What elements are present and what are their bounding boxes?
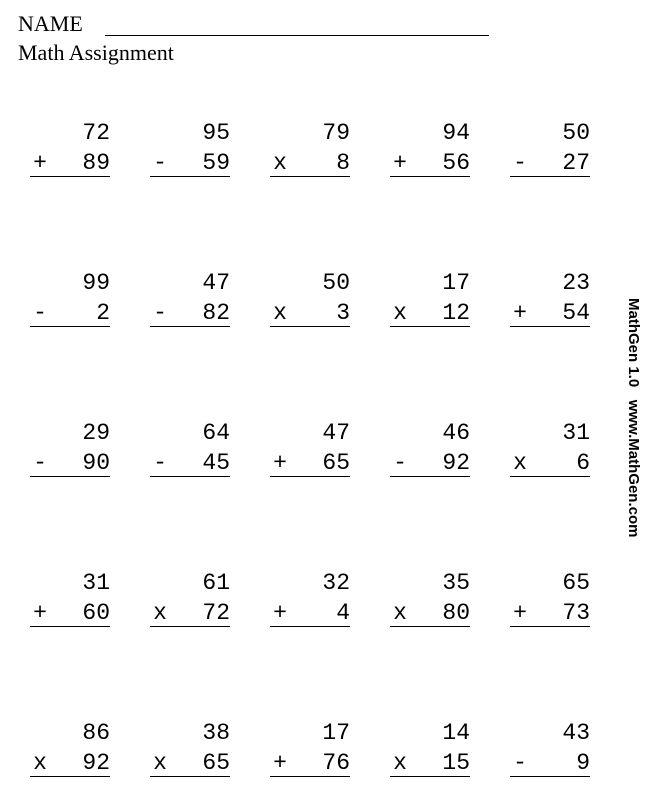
answer-rule <box>390 476 470 477</box>
problem <box>150 120 230 180</box>
operator-sign: + <box>33 600 47 626</box>
answer-rule <box>510 176 590 177</box>
problem <box>30 570 110 630</box>
answer-rule <box>510 776 590 777</box>
problem <box>390 120 470 180</box>
side-credit: MathGen 1.0 www.MathGen.com <box>625 298 642 538</box>
problem-top-number: 14 <box>442 720 470 746</box>
operator-sign: x <box>393 600 407 626</box>
problem-bottom-line <box>270 750 350 776</box>
operator-sign: - <box>153 300 167 326</box>
problem-top-number: 38 <box>202 720 230 746</box>
answer-rule <box>390 626 470 627</box>
page-title: Math Assignment <box>18 40 174 65</box>
problem-top-number: 86 <box>82 720 110 746</box>
operator-sign: + <box>273 450 287 476</box>
problem-bottom-line <box>270 600 350 626</box>
problem-bottom-line <box>150 750 230 776</box>
operator-sign: + <box>513 300 527 326</box>
answer-rule <box>270 176 350 177</box>
problem-top-number: 95 <box>202 120 230 146</box>
answer-rule <box>390 176 470 177</box>
problem-bottom-number: 60 <box>82 600 110 626</box>
problem <box>270 720 350 780</box>
problem-bottom-line <box>390 450 470 476</box>
problem-bottom-number: 76 <box>322 750 350 776</box>
problem-top-number: 47 <box>322 420 350 446</box>
operator-sign: + <box>273 600 287 626</box>
problem <box>150 720 230 780</box>
operator-sign: - <box>513 750 527 776</box>
problem-bottom-line <box>270 300 350 326</box>
problem-bottom-number: 27 <box>562 150 590 176</box>
problem-bottom-number: 45 <box>202 450 230 476</box>
problem-bottom-number: 90 <box>82 450 110 476</box>
problem <box>390 270 470 330</box>
answer-rule <box>150 776 230 777</box>
problem <box>30 270 110 330</box>
problem <box>150 270 230 330</box>
problem-bottom-number: 4 <box>336 600 350 626</box>
problem-bottom-line <box>510 450 590 476</box>
problem <box>510 270 590 330</box>
operator-sign: - <box>513 150 527 176</box>
problem-bottom-line <box>30 600 110 626</box>
operator-sign: x <box>393 750 407 776</box>
problem-bottom-line <box>390 600 470 626</box>
problem-top-number: 23 <box>562 270 590 296</box>
problem-top-number: 61 <box>202 570 230 596</box>
problem-top-number: 64 <box>202 420 230 446</box>
problem-top-number: 50 <box>322 270 350 296</box>
problem <box>30 120 110 180</box>
answer-rule <box>150 176 230 177</box>
answer-rule <box>390 776 470 777</box>
problem-bottom-number: 59 <box>202 150 230 176</box>
problem-bottom-number: 3 <box>336 300 350 326</box>
operator-sign: + <box>273 750 287 776</box>
problem-bottom-number: 73 <box>562 600 590 626</box>
problem-top-number: 46 <box>442 420 470 446</box>
problem <box>270 120 350 180</box>
answer-rule <box>30 476 110 477</box>
problem-top-number: 17 <box>322 720 350 746</box>
problem <box>270 420 350 480</box>
operator-sign: x <box>273 150 287 176</box>
problem-bottom-line <box>390 750 470 776</box>
problem-top-number: 31 <box>82 570 110 596</box>
problem <box>390 570 470 630</box>
problem-bottom-number: 8 <box>336 150 350 176</box>
problem-top-number: 79 <box>322 120 350 146</box>
operator-sign: + <box>33 150 47 176</box>
problem-bottom-line <box>510 750 590 776</box>
problem <box>510 120 590 180</box>
answer-rule <box>510 476 590 477</box>
answer-rule <box>270 476 350 477</box>
problem-bottom-line <box>30 750 110 776</box>
problem-bottom-line <box>30 300 110 326</box>
operator-sign: x <box>513 450 527 476</box>
problem <box>270 570 350 630</box>
answer-rule <box>510 326 590 327</box>
name-write-line[interactable] <box>105 35 489 36</box>
problem-top-number: 72 <box>82 120 110 146</box>
problem <box>150 420 230 480</box>
problem <box>30 720 110 780</box>
answer-rule <box>150 626 230 627</box>
problem-bottom-line <box>270 450 350 476</box>
problem-top-number: 99 <box>82 270 110 296</box>
problem-top-number: 35 <box>442 570 470 596</box>
problem <box>510 570 590 630</box>
answer-rule <box>150 476 230 477</box>
operator-sign: - <box>153 150 167 176</box>
problem-bottom-number: 65 <box>202 750 230 776</box>
problem-bottom-number: 80 <box>442 600 470 626</box>
answer-rule <box>270 776 350 777</box>
problem-top-number: 50 <box>562 120 590 146</box>
problem-bottom-number: 92 <box>82 750 110 776</box>
problem-top-number: 65 <box>562 570 590 596</box>
problem-bottom-number: 89 <box>82 150 110 176</box>
problem-top-number: 31 <box>562 420 590 446</box>
problem-bottom-number: 56 <box>442 150 470 176</box>
problem-bottom-number: 15 <box>442 750 470 776</box>
problem-bottom-line <box>150 600 230 626</box>
answer-rule <box>390 326 470 327</box>
problem-top-number: 47 <box>202 270 230 296</box>
problem-bottom-number: 82 <box>202 300 230 326</box>
operator-sign: - <box>153 450 167 476</box>
problem-top-number: 43 <box>562 720 590 746</box>
problem-bottom-number: 6 <box>576 450 590 476</box>
problem <box>390 720 470 780</box>
problem-bottom-line <box>270 150 350 176</box>
operator-sign: - <box>33 450 47 476</box>
answer-rule <box>30 626 110 627</box>
operator-sign: + <box>513 600 527 626</box>
problem-bottom-line <box>390 300 470 326</box>
problem-bottom-number: 9 <box>576 750 590 776</box>
problem-bottom-number: 2 <box>96 300 110 326</box>
problem-bottom-number: 54 <box>562 300 590 326</box>
operator-sign: x <box>393 300 407 326</box>
problem-top-number: 32 <box>322 570 350 596</box>
answer-rule <box>30 326 110 327</box>
problem-bottom-line <box>510 150 590 176</box>
operator-sign: x <box>33 750 47 776</box>
answer-rule <box>510 626 590 627</box>
problem <box>390 420 470 480</box>
problem-bottom-line <box>150 450 230 476</box>
problem-bottom-number: 65 <box>322 450 350 476</box>
problem-bottom-number: 92 <box>442 450 470 476</box>
answer-rule <box>270 626 350 627</box>
problem <box>150 570 230 630</box>
problem-bottom-line <box>510 300 590 326</box>
problem-top-number: 94 <box>442 120 470 146</box>
problem <box>30 420 110 480</box>
operator-sign: x <box>153 750 167 776</box>
problem-bottom-line <box>510 600 590 626</box>
problem <box>270 270 350 330</box>
operator-sign: x <box>153 600 167 626</box>
problem-bottom-line <box>30 150 110 176</box>
problem-bottom-line <box>30 450 110 476</box>
operator-sign: - <box>393 450 407 476</box>
name-label: NAME <box>18 11 83 36</box>
operator-sign: - <box>33 300 47 326</box>
problem-bottom-line <box>150 300 230 326</box>
answer-rule <box>150 326 230 327</box>
answer-rule <box>30 776 110 777</box>
problem-bottom-number: 12 <box>442 300 470 326</box>
problem-bottom-line <box>150 150 230 176</box>
operator-sign: x <box>273 300 287 326</box>
answer-rule <box>270 326 350 327</box>
problem-bottom-number: 72 <box>202 600 230 626</box>
problem <box>510 420 590 480</box>
problem <box>510 720 590 780</box>
problem-top-number: 29 <box>82 420 110 446</box>
operator-sign: + <box>393 150 407 176</box>
problem-top-number: 17 <box>442 270 470 296</box>
problem-bottom-line <box>390 150 470 176</box>
answer-rule <box>30 176 110 177</box>
